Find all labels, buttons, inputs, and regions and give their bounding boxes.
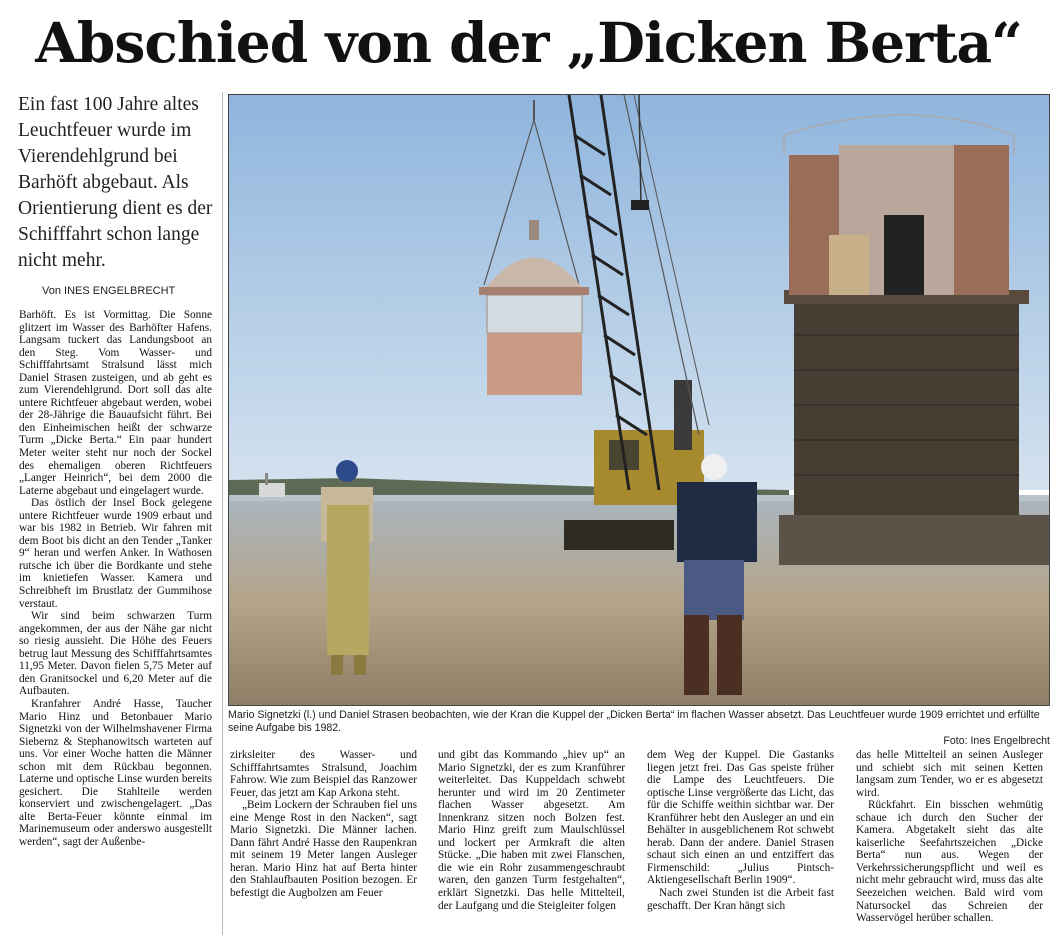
paragraph: Rückfahrt. Ein bisschen wehmütig schaue ich durch den Sucher der Kamera. Abgetakelt sieht das alte kaiserliche Seefahrtszeichen „Dicke Berta“ nun aus. Wegen der Verkehrssicherungspflicht und weil es nicht mehr gebraucht wird, muss das alte Seezeichen weichen. Bald wird vom Natursockel das Schreien der Wasservögel herüber schallen.	[856, 799, 1043, 925]
worker-left	[321, 460, 373, 675]
photo-caption	[228, 709, 1050, 748]
paragraph: das helle Mittelteil an seinen Ausleger und schiebt sich mit seinen Ketten langsam zum Tender, wo er es abgesetzt wird.	[856, 749, 1043, 799]
crane-tracks	[564, 520, 674, 550]
paragraph: und gibt das Kommando „hiev up“ an Mario Signetzki, der es zum Kranführer weiterleitet. Das Kuppeldach schwebt herunter und wird im 20 Zentimeter flachen Wasser abgesetzt. Am Innenkranz sitzen noch Bolzen fest. Mario Hinz greift zum Maulschlüssel und lockert per Armkraft die alten Stücke. „Die haben mit zwei Flanschen, die wie ein Rohr zusammengeschraubt waren, den ganzen Turm festgehalten“, erklärt Signetzki. Das helle Mittelteil, der Laufgang und die Steigleiter folgen	[438, 749, 625, 912]
caption-text: Mario Signetzki (l.) und Daniel Strasen beobachten, wie der Kran die Kuppel der „Dicken Berta“ im flachen Wasser absetzt. Das Leuchtfeuer wurde 1909 errichtet und erfüllte seine Aufgabe bis 1982.	[228, 709, 1040, 734]
article-column-2	[230, 749, 417, 900]
paragraph: Nach zwei Stunden ist die Arbeit fast geschafft. Der Kran hängt sich	[647, 887, 834, 912]
article-column-5	[856, 749, 1043, 925]
article-photo	[228, 94, 1050, 706]
paragraph: Kranfahrer André Hasse, Taucher Mario Hinz und Betonbauer Mario Signetzki von der Wilhelmshavener Firma Siebernz & Stephanowitsch warteten auf uns. Vor einer Woche hatten die Männer schon mit dem Rückbau begonnen. Laterne und optische Linse wurden bereits gesichert. Die Stahlteile werden konserviert und zwischengelagert. „Das alte Berta-Feuer könnte einmal im Marinemuseum oder anderswo ausgestellt werden“, sagt der Außenbe-	[19, 697, 212, 848]
lighthouse-tower	[779, 115, 1049, 565]
paragraph: zirksleiter des Wasser- und Schifffahrtsamtes Stralsund, Joachim Fahrow. Wie zum Beispiel das Ranzower Feuer, das jetzt am Kap Arkona steht.	[230, 749, 417, 799]
article-column-4	[647, 749, 834, 912]
article-column-1	[19, 309, 212, 849]
paragraph: Das östlich der Insel Bock gelegene untere Richtfeuer wurde 1909 erbaut und war bis 1982 in Betrieb. Wir fahren mit dem Boot bis dicht an den Tender „Tanker 9“ heran und werfen Anker. In Wathosen rutsche ich über die Bordkante und stehe im knietiefen Wasser. Kamera und Schreibheft im Brustlatz der Gummihose verstaut.	[19, 497, 212, 610]
paragraph: Wir sind beim schwarzen Turm angekommen, der aus der Nähe gar nicht so riesig aussieht. Die Höhe des Feuers betrug laut Messung des Schifffahrtsamtes 11,95 Meter. Davon fielen 5,75 Meter auf den Granitsockel und 6,20 Meter auf die Aufbauten.	[19, 610, 212, 698]
column-rule	[222, 92, 223, 935]
subhead: Ein fast 100 Jahre altes Leuchtfeuer wurde im Vierendehlgrund bei Barhöft abgebaut. Als Orientierung dient es der Schifffahrt schon lange nicht mehr.	[18, 94, 213, 271]
paragraph: Barhöft. Es ist Vormittag. Die Sonne glitzert im Wasser des Barhöfter Hafens. Langsam tuckert das Landungsboot an den Steg. Vom Wasser- und Schifffahrtsamt Stralsund lässt mich Daniel Strasen zusteigen, und ab geht es zum Vierendehlgrund. Dort soll das alte untere Richtfeuer abgebaut werden, wobei der 28-Jährige die Bauaufsicht führt. Bei den Einheimischen heißt der schwarze Turm „Dicke Berta.“ Ein paar hundert Meter weiter steht nur noch der Sockel des ehemaligen oberen Richtfeuers „Langer Heinrich“, bei dem 2000 die Laterne abgebaut und eingelagert wurde.	[19, 309, 212, 497]
paragraph: „Beim Lockern der Schrauben fiel uns eine Menge Rost in den Nacken“, sagt Mario Signetzki. Die Männer lachen. Dann fährt André Hasse den Raupenkran mit seinem 19 Meter langen Ausleger heran. Mario Hinz hat auf Berta hinter den Stahlaufbauten Position bezogen. Er befestigt die Augbolzen am Feuer	[230, 799, 417, 900]
article-column-3	[438, 749, 625, 912]
byline: Von INES ENGELBRECHT	[42, 285, 176, 297]
paragraph: dem Weg der Kuppel. Die Gastanks liegen jetzt frei. Das Gas speiste früher die Lampe des Leuchtfeuers. Die optische Linse vergrößerte das Licht, das für die Schiffe weithin sichtbar war. Der Kranführer hebt den Ausleger an und ein Behälter in ausgeblichenem Rot schwebt herab. Dann der andere. Daniel Strasen schaut sich einen an und entziffert das Firmenschild: „Julius Pintsch-Aktiengesellschaft Berlin 1909“.	[647, 749, 834, 887]
photo-credit: Foto: Ines Engelbrecht	[943, 735, 1050, 747]
headline: Abschied von der „Dicken Berta“	[35, 10, 1022, 75]
